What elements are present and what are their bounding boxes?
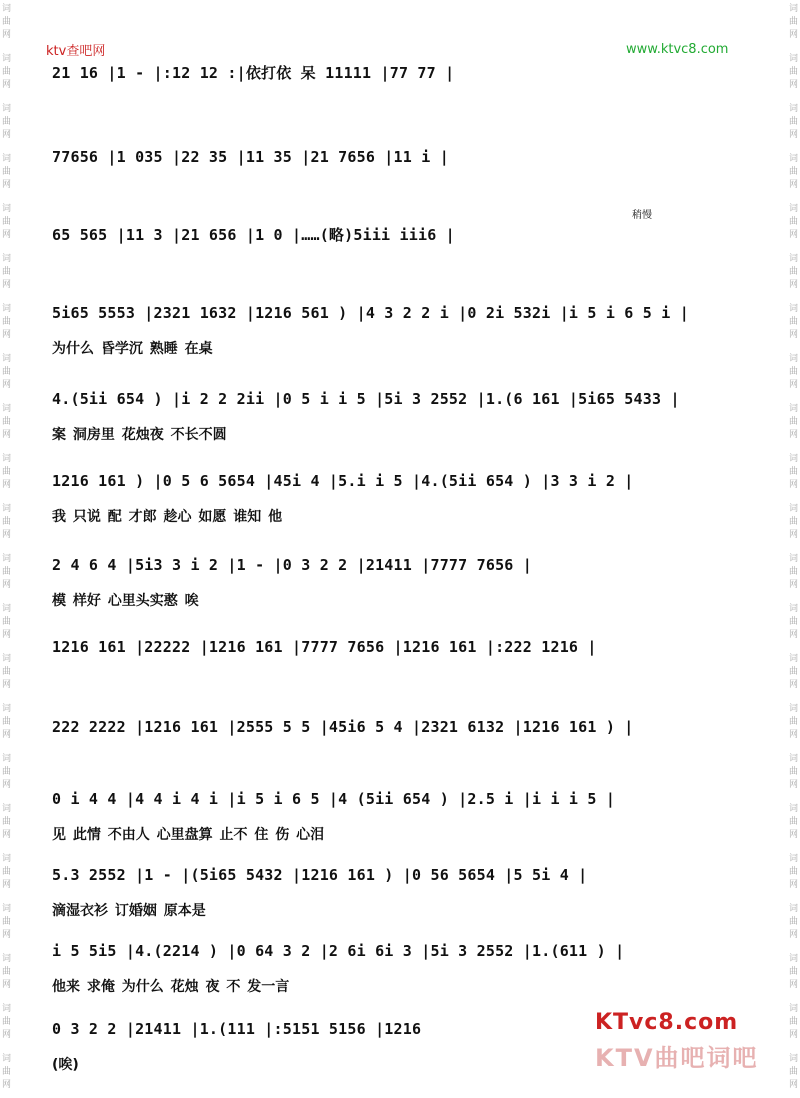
side-watermark-char: 词	[788, 504, 798, 514]
side-watermark-char: 网	[788, 980, 798, 990]
side-watermark-char: 网	[2, 930, 12, 940]
side-watermark-char: 词	[2, 504, 12, 514]
side-watermark-char: 词	[2, 704, 12, 714]
side-watermark-char: 网	[788, 380, 798, 390]
side-watermark-char: 网	[2, 580, 12, 590]
notes-line: 2 4 6 4 |5i3 3 i 2 |1 - |0 3 2 2 |21411 |7777 7656 |	[52, 556, 532, 574]
logo-top-text: KTvc8.com	[595, 1010, 739, 1035]
top-right-watermark: www.ktvc8.com	[626, 42, 729, 57]
side-watermark-char: 词	[2, 104, 12, 114]
top-left-watermark: ktv查吧网	[46, 44, 106, 59]
side-watermark-char: 词	[2, 54, 12, 64]
side-watermark-char: 曲	[788, 667, 798, 677]
lyrics-line: 见 此情 不由人 心里盘算 止不 住 伤 心泪	[52, 827, 325, 843]
side-watermark-char: 词	[788, 1004, 798, 1014]
side-watermark-char: 网	[2, 80, 12, 90]
side-watermark-char: 网	[2, 130, 12, 140]
site-logo	[595, 1010, 770, 1075]
logo-bottom-text: KTV曲吧词吧	[595, 1044, 759, 1072]
side-watermark-char: 网	[2, 480, 12, 490]
tempo-mark: 稍慢	[632, 210, 652, 221]
side-watermark-char: 词	[2, 654, 12, 664]
lyrics-line: 我 只说 配 才郎 趁心 如愿 谁知 他	[52, 509, 283, 525]
side-watermark-char: 曲	[2, 467, 12, 477]
side-watermark-char: 曲	[788, 1067, 798, 1077]
side-watermark-char: 曲	[788, 867, 798, 877]
side-watermark-char: 曲	[788, 317, 798, 327]
side-watermark-char: 曲	[788, 917, 798, 927]
side-watermark-char: 曲	[2, 167, 12, 177]
side-watermark-char: 网	[788, 280, 798, 290]
side-watermark-char: 网	[2, 530, 12, 540]
notes-line: 21 16 |1 - |:12 12 :|依打依 呆 11111 |77 77 |	[52, 64, 455, 82]
side-watermark-char: 曲	[788, 1017, 798, 1027]
side-watermark-char: 曲	[788, 417, 798, 427]
side-watermark-char: 词	[788, 554, 798, 564]
side-watermark-char: 曲	[2, 67, 12, 77]
left-side-watermark	[2, 0, 22, 1098]
side-watermark-char: 曲	[2, 367, 12, 377]
side-watermark-char: 曲	[2, 117, 12, 127]
side-watermark-char: 曲	[2, 717, 12, 727]
side-watermark-char: 曲	[2, 1017, 12, 1027]
side-watermark-char: 曲	[2, 867, 12, 877]
side-watermark-char: 网	[788, 630, 798, 640]
side-watermark-char: 词	[2, 604, 12, 614]
side-watermark-char: 曲	[788, 17, 798, 27]
side-watermark-char: 曲	[788, 167, 798, 177]
side-watermark-char: 词	[788, 4, 798, 14]
side-watermark-char: 网	[788, 880, 798, 890]
side-watermark-char: 词	[2, 554, 12, 564]
side-watermark-char: 曲	[2, 317, 12, 327]
side-watermark-char: 曲	[2, 617, 12, 627]
side-watermark-char: 曲	[788, 767, 798, 777]
side-watermark-char: 网	[2, 780, 12, 790]
side-watermark-char: 网	[788, 780, 798, 790]
side-watermark-char: 词	[788, 954, 798, 964]
side-watermark-char: 网	[2, 1030, 12, 1040]
side-watermark-char: 词	[788, 204, 798, 214]
side-watermark-char: 词	[2, 854, 12, 864]
side-watermark-char: 网	[788, 480, 798, 490]
side-watermark-char: 网	[788, 830, 798, 840]
side-watermark-char: 网	[788, 30, 798, 40]
notes-line: 4.(5ii 654 ) |i 2 2 2ii |0 5 i i 5 |5i 3 2552 |1.(6 161 |5i65 5433 |	[52, 390, 680, 408]
notes-line: 222 2222 |1216 161 |2555 5 5 |45i6 5 4 |2321 6132 |1216 161 ) |	[52, 718, 634, 736]
side-watermark-char: 网	[788, 80, 798, 90]
side-watermark-char: 网	[2, 980, 12, 990]
side-watermark-char: 曲	[2, 517, 12, 527]
side-watermark-char: 网	[788, 130, 798, 140]
side-watermark-char: 词	[2, 1054, 12, 1064]
notes-line: 77656 |1 035 |22 35 |11 35 |21 7656 |11 i |	[52, 148, 449, 166]
side-watermark-char: 网	[788, 1030, 798, 1040]
lyrics-line: (唉)	[52, 1057, 79, 1073]
side-watermark-char: 词	[788, 704, 798, 714]
side-watermark-char: 词	[788, 354, 798, 364]
side-watermark-char: 曲	[2, 567, 12, 577]
side-watermark-char: 网	[2, 1080, 12, 1090]
side-watermark-char: 网	[2, 630, 12, 640]
side-watermark-char: 词	[788, 154, 798, 164]
side-watermark-char: 网	[2, 680, 12, 690]
lyrics-line: 滴湿衣衫 订婚姻 原本是	[52, 903, 206, 919]
side-watermark-char: 词	[788, 754, 798, 764]
side-watermark-char: 词	[2, 304, 12, 314]
side-watermark-char: 网	[2, 280, 12, 290]
side-watermark-char: 网	[2, 30, 12, 40]
notes-line: 5.3 2552 |1 - |(5i65 5432 |1216 161 ) |0 56 5654 |5 5i 4 |	[52, 866, 588, 884]
side-watermark-char: 网	[788, 1080, 798, 1090]
side-watermark-char: 曲	[2, 17, 12, 27]
notes-line: 65 565 |11 3 |21 656 |1 0 |……(略)5iii iii6 |	[52, 226, 455, 244]
side-watermark-char: 曲	[2, 967, 12, 977]
side-watermark-char: 曲	[788, 367, 798, 377]
side-watermark-char: 词	[2, 804, 12, 814]
side-watermark-char: 词	[2, 154, 12, 164]
side-watermark-char: 曲	[788, 217, 798, 227]
side-watermark-char: 网	[788, 330, 798, 340]
side-watermark-char: 曲	[2, 917, 12, 927]
side-watermark-char: 曲	[788, 617, 798, 627]
side-watermark-char: 曲	[788, 517, 798, 527]
side-watermark-char: 网	[788, 530, 798, 540]
side-watermark-char: 网	[788, 930, 798, 940]
side-watermark-char: 词	[2, 754, 12, 764]
side-watermark-char: 词	[788, 604, 798, 614]
lyrics-line: 案 洞房里 花烛夜 不长不圆	[52, 427, 227, 443]
side-watermark-char: 网	[2, 880, 12, 890]
lyrics-line: 他来 求俺 为什么 花烛 夜 不 发一言	[52, 979, 290, 995]
side-watermark-char: 词	[2, 4, 12, 14]
side-watermark-char: 词	[2, 454, 12, 464]
side-watermark-char: 词	[788, 54, 798, 64]
notes-line: 0 i 4 4 |4 4 i 4 i |i 5 i 6 5 |4 (5ii 654 ) |2.5 i |i i i 5 |	[52, 790, 616, 808]
side-watermark-char: 曲	[788, 267, 798, 277]
side-watermark-char: 网	[2, 380, 12, 390]
notes-line: i 5 5i5 |4.(2214 ) |0 64 3 2 |2 6i 6i 3 |5i 3 2552 |1.(611 ) |	[52, 942, 625, 960]
side-watermark-char: 词	[2, 954, 12, 964]
side-watermark-char: 词	[2, 254, 12, 264]
side-watermark-char: 网	[2, 830, 12, 840]
side-watermark-char: 网	[788, 680, 798, 690]
side-watermark-char: 曲	[2, 267, 12, 277]
side-watermark-char: 曲	[2, 767, 12, 777]
side-watermark-char: 网	[2, 180, 12, 190]
right-side-watermark	[778, 0, 798, 1098]
side-watermark-char: 曲	[2, 417, 12, 427]
side-watermark-char: 曲	[788, 117, 798, 127]
lyrics-line: 模 样好 心里头实憨 唉	[52, 593, 199, 609]
side-watermark-char: 曲	[2, 217, 12, 227]
side-watermark-char: 词	[788, 404, 798, 414]
side-watermark-char: 词	[788, 254, 798, 264]
side-watermark-char: 词	[2, 204, 12, 214]
side-watermark-char: 词	[788, 454, 798, 464]
notes-line: 5i65 5553 |2321 1632 |1216 561 ) |4 3 2 2 i |0 2i 532i |i 5 i 6 5 i |	[52, 304, 689, 322]
side-watermark-char: 网	[2, 330, 12, 340]
side-watermark-char: 词	[788, 904, 798, 914]
notes-line: 0 3 2 2 |21411 |1.(111 |:5151 5156 |1216	[52, 1020, 422, 1038]
side-watermark-char: 曲	[788, 567, 798, 577]
side-watermark-char: 词	[788, 654, 798, 664]
side-watermark-char: 网	[788, 430, 798, 440]
side-watermark-char: 网	[788, 230, 798, 240]
side-watermark-char: 网	[2, 230, 12, 240]
side-watermark-char: 词	[2, 904, 12, 914]
side-watermark-char: 曲	[788, 717, 798, 727]
side-watermark-char: 词	[788, 1054, 798, 1064]
side-watermark-char: 曲	[788, 967, 798, 977]
side-watermark-char: 曲	[2, 1067, 12, 1077]
side-watermark-char: 网	[788, 580, 798, 590]
side-watermark-char: 网	[2, 730, 12, 740]
side-watermark-char: 曲	[2, 667, 12, 677]
side-watermark-char: 曲	[788, 467, 798, 477]
notes-line: 1216 161 ) |0 5 6 5654 |45i 4 |5.i i 5 |4.(5ii 654 ) |3 3 i 2 |	[52, 472, 634, 490]
notes-line: 1216 161 |22222 |1216 161 |7777 7656 |1216 161 |:222 1216 |	[52, 638, 597, 656]
side-watermark-char: 词	[788, 804, 798, 814]
side-watermark-char: 词	[2, 404, 12, 414]
side-watermark-char: 词	[2, 354, 12, 364]
lyrics-line: 为什么 昏学沉 熟睡 在桌	[52, 341, 213, 357]
side-watermark-char: 网	[2, 430, 12, 440]
side-watermark-char: 曲	[788, 817, 798, 827]
side-watermark-char: 曲	[2, 817, 12, 827]
side-watermark-char: 词	[2, 1004, 12, 1014]
side-watermark-char: 网	[788, 730, 798, 740]
side-watermark-char: 词	[788, 304, 798, 314]
side-watermark-char: 曲	[788, 67, 798, 77]
side-watermark-char: 网	[788, 180, 798, 190]
side-watermark-char: 词	[788, 104, 798, 114]
side-watermark-char: 词	[788, 854, 798, 864]
